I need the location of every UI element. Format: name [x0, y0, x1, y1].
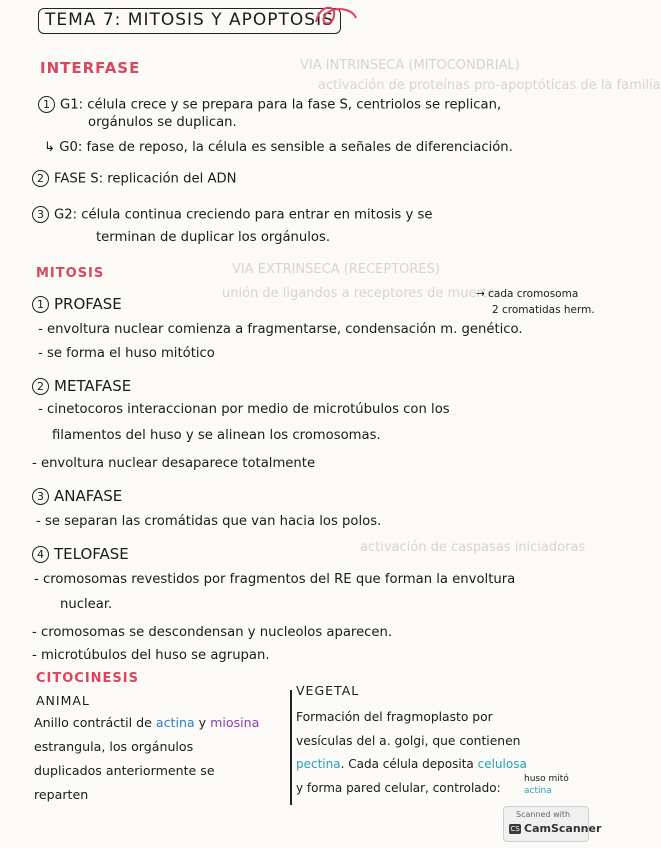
fase-s-text: FASE S: replicación del ADN [54, 171, 237, 187]
column-divider [290, 690, 292, 805]
item-number: 2 [32, 170, 49, 187]
anafase-bullet: - se separan las cromátidas que van hacia los polos. [36, 514, 382, 529]
fase-s-item [32, 170, 237, 187]
item-number: 1 [38, 96, 55, 113]
celulosa-term: celulosa [477, 757, 527, 771]
profase-note: 2 cromatidas herm. [492, 304, 595, 316]
anafase-heading [32, 488, 122, 505]
vegetal-note: huso mitó [524, 774, 569, 784]
citocinesis-heading: CITOCINESIS [36, 671, 139, 686]
actina-term: actina [155, 715, 195, 730]
profase-bullet: - se forma el huso mitótico [38, 346, 215, 361]
profase-label: PROFASE [54, 295, 122, 313]
g1-text-cont: orgánulos se duplican. [88, 115, 237, 130]
animal-heading: ANIMAL [36, 693, 90, 708]
miosina-term: miosina [210, 715, 260, 730]
item-number: 3 [32, 488, 49, 505]
metafase-label: METAFASE [54, 377, 132, 395]
interfase-heading: INTERFASE [40, 59, 141, 77]
telofase-bullet-cont: nuclear. [60, 597, 113, 612]
watermark-brand: CamScanner [524, 822, 602, 835]
item-number: 1 [32, 296, 49, 313]
vegetal-line: y forma pared celular, controlado: [296, 781, 501, 795]
vegetal-heading: VEGETAL [296, 683, 360, 698]
g2-item [32, 206, 432, 223]
profase-bullet: - envoltura nuclear comienza a fragmentarse, condensación m. genético. [38, 322, 523, 337]
metafase-bullet: - envoltura nuclear desaparece totalmente [32, 456, 316, 471]
watermark-line: Scanned with [516, 810, 571, 819]
bleed-through-text: VIA INTRINSECA (MITOCONDRIAL) [300, 58, 520, 73]
item-number: 2 [32, 378, 49, 395]
swirl-doodle-icon [312, 2, 360, 32]
telofase-bullet: - microtúbulos del huso se agrupan. [32, 648, 270, 663]
camscanner-watermark [503, 806, 602, 842]
bleed-through-text: activación de proteínas pro-apoptóticas de la familia [318, 78, 661, 93]
animal-text: Anillo contráctil de [34, 715, 156, 730]
pectina-term: pectina [296, 757, 341, 771]
telofase-label: TELOFASE [54, 545, 129, 563]
camscanner-logo-icon: CS [510, 825, 520, 833]
mitosis-heading: MITOSIS [36, 266, 105, 281]
bleed-through-text: VIA EXTRINSECA (RECEPTORES) [232, 262, 440, 277]
anafase-label: ANAFASE [54, 487, 123, 505]
animal-text: y [194, 715, 211, 730]
g2-text-cont: terminan de duplicar los orgánulos. [96, 230, 331, 245]
animal-line [34, 716, 259, 730]
metafase-bullet: - cinetocoros interaccionan por medio de microtúbulos con los [38, 402, 450, 417]
bleed-through-text: unión de ligandos a receptores de muerte [222, 286, 495, 301]
g0-text: ↳ G0: fase de reposo, la célula es sensible a señales de diferenciación. [44, 140, 513, 155]
vegetal-line [296, 758, 527, 772]
item-number: 4 [32, 546, 49, 563]
vegetal-line: Formación del fragmoplasto por [296, 710, 493, 724]
profase-note: → cada cromosoma [476, 288, 579, 300]
vegetal-text: . Cada célula deposita [340, 757, 478, 771]
metafase-heading [32, 378, 131, 395]
page-title: TEMA 7: MITOSIS Y APOPTOSIS [38, 8, 341, 34]
vegetal-note: actina [524, 786, 552, 796]
item-number: 3 [32, 206, 49, 223]
telofase-bullet: - cromosomas revestidos por fragmentos del RE que forman la envoltura [34, 572, 516, 587]
profase-heading [32, 296, 122, 313]
animal-line: estrangula, los orgánulos [34, 739, 194, 754]
vegetal-line: vesículas del a. golgi, que contienen [296, 734, 521, 748]
g1-text: G1: célula crece y se prepara para la fase S, centriolos se replican, [60, 97, 502, 113]
g2-text: G2: célula continua creciendo para entrar en mitosis y se [54, 207, 433, 223]
animal-line: duplicados anteriormente se [34, 763, 215, 778]
bleed-through-text: activación de caspasas iniciadoras [360, 540, 586, 555]
metafase-bullet-cont: filamentos del huso y se alinean los cromosomas. [52, 428, 381, 443]
animal-line: reparten [34, 787, 89, 802]
telofase-heading [32, 546, 129, 563]
g1-item [38, 96, 501, 113]
telofase-bullet: - cromosomas se descondensan y nucleolos aparecen. [32, 625, 393, 640]
